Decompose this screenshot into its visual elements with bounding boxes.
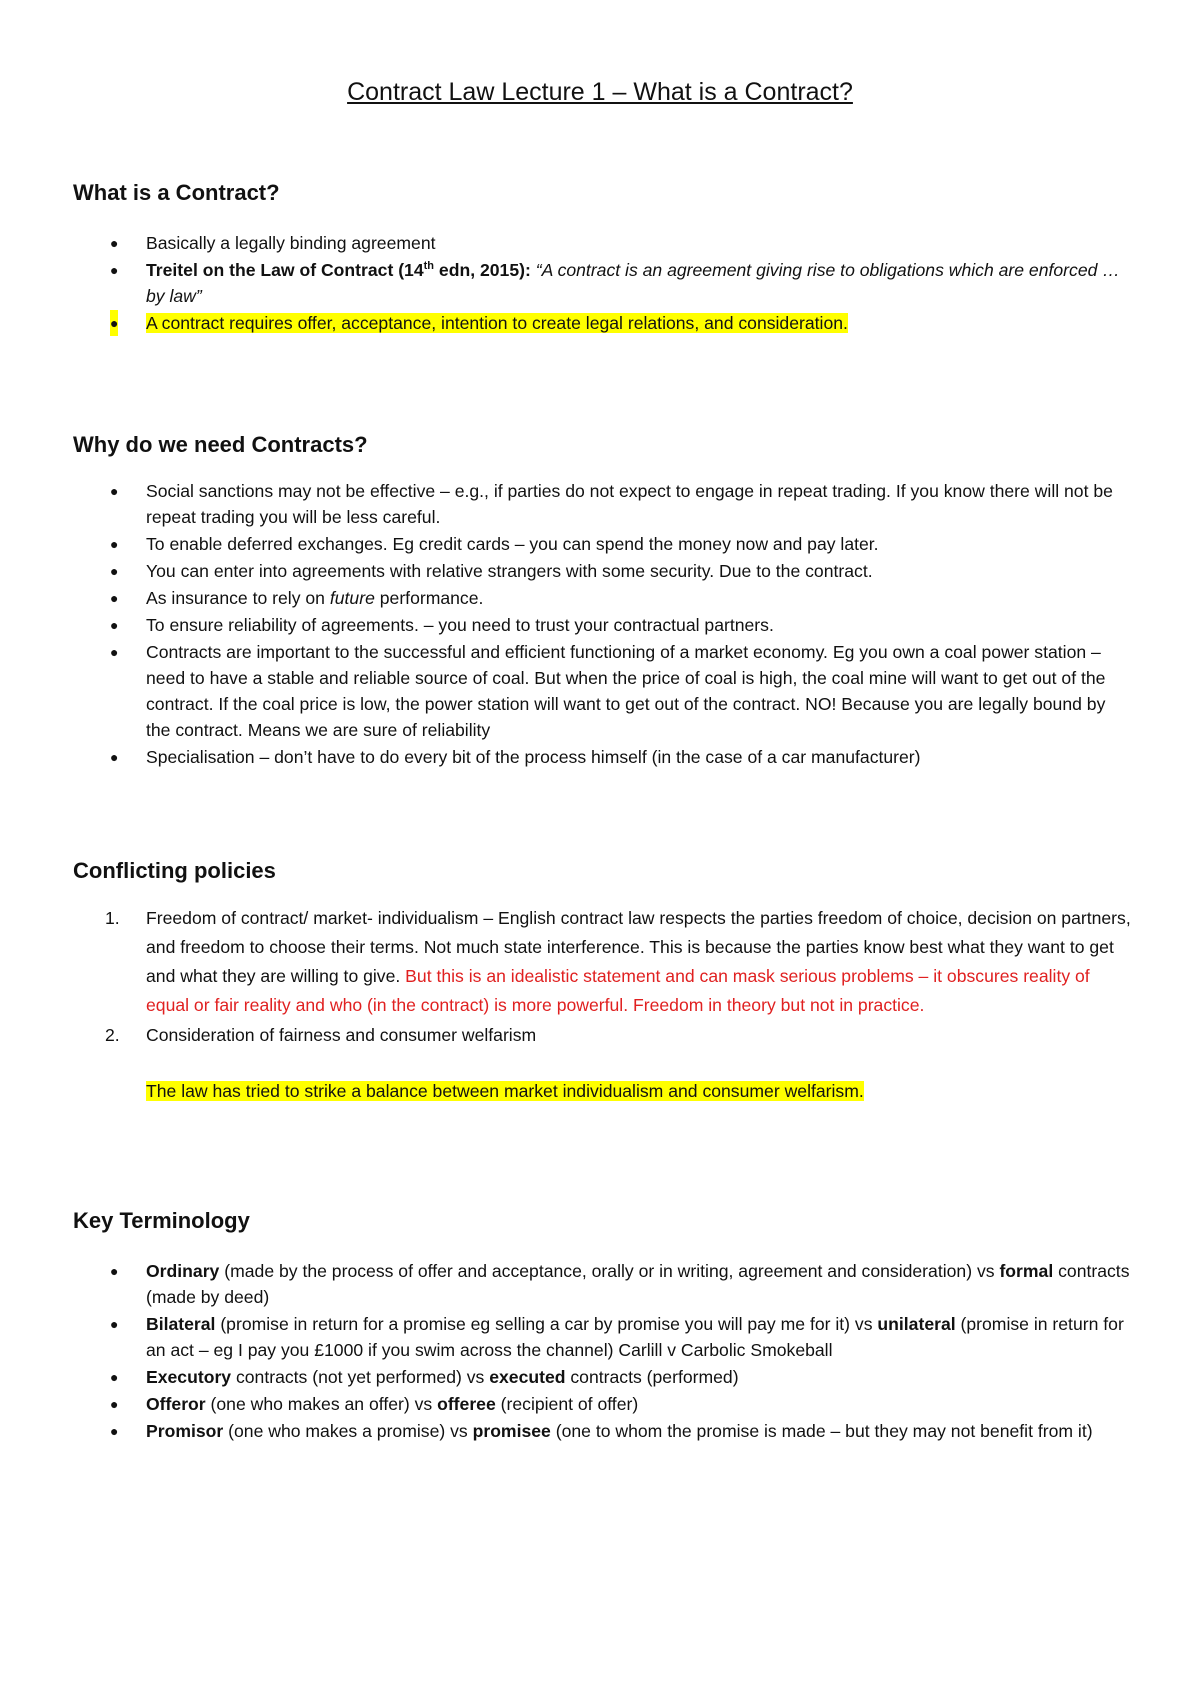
bullet-icon: ● bbox=[110, 749, 119, 765]
list-item: ● Offeror (one who makes an offer) vs offeree (recipient of offer) bbox=[73, 1391, 1133, 1417]
bullet-icon: ● bbox=[110, 1316, 119, 1332]
list-item: ● Treitel on the Law of Contract (14th edn, 2015): “A contract is an agreement giving rise to obligations which are enforced … by law” bbox=[73, 257, 1133, 309]
note-paragraph bbox=[73, 1078, 1133, 1104]
list-item: ● Ordinary (made by the process of offer and acceptance, orally or in writing, agreement and consideration) vs formal contracts (made by deed) bbox=[73, 1258, 1133, 1310]
list-item-highlighted bbox=[73, 310, 1133, 336]
list-item: ● Social sanctions may not be effective – e.g., if parties do not expect to engage in repeat trading. If you know there will not be repeat trading you will be less careful. bbox=[73, 478, 1133, 530]
quote-text: “A contract is an agreement giving rise to obligations which are enforced … by law” bbox=[146, 260, 1120, 306]
bullet-icon: ● bbox=[110, 310, 118, 336]
bullet-icon: ● bbox=[110, 235, 119, 251]
bullet-icon: ● bbox=[110, 617, 119, 633]
list-item: 1. Freedom of contract/ market- individualism – English contract law respects the parties freedom of choice, decision on partners, and freedom to choose their terms. Not much state interference. This is because the parties know best what they want to get and what they are willing to give. But this is an idealistic statement and can mask serious problems – it obscures reality of equal or fair reality and who (in the contract) is more powerful. Freedom in theory but not in practice. bbox=[73, 904, 1133, 1020]
list-number: 2. bbox=[105, 1025, 120, 1045]
bullet-list bbox=[73, 1258, 1133, 1444]
section-heading: Key Terminology bbox=[73, 1208, 250, 1233]
numbered-list bbox=[73, 904, 1133, 1050]
list-item: 2. Consideration of fairness and consumer welfarism bbox=[73, 1021, 1133, 1050]
list-item: ● Contracts are important to the successful and efficient functioning of a market economy. Eg you own a coal power station – need to have a stable and reliable source of coal. But when the price of coal is high, the coal mine will want to get out of the contract. If the coal price is low, the power station will want to get out of the contract. NO! Because you are legally bound by the contract. Means we are sure of reliability bbox=[73, 639, 1133, 743]
list-item: ● As insurance to rely on future performance. bbox=[73, 585, 1133, 611]
bullet-icon: ● bbox=[110, 536, 119, 552]
highlighted-text: The law has tried to strike a balance between market individualism and consumer welfarism. bbox=[146, 1081, 864, 1101]
bullet-icon: ● bbox=[110, 1423, 119, 1439]
bullet-icon: ● bbox=[110, 1396, 119, 1412]
section-heading: What is a Contract? bbox=[73, 180, 280, 205]
section-heading: Conflicting policies bbox=[73, 858, 276, 883]
bullet-icon: ● bbox=[110, 1263, 119, 1279]
list-item: ● Executory contracts (not yet performed) vs executed contracts (performed) bbox=[73, 1364, 1133, 1390]
section-conflicting-policies bbox=[73, 856, 1133, 1104]
bullet-icon: ● bbox=[110, 644, 119, 660]
bullet-list bbox=[73, 478, 1133, 770]
section-key-terminology bbox=[73, 1206, 1133, 1445]
section-heading: Why do we need Contracts? bbox=[73, 432, 368, 457]
list-item: ● Promisor (one who makes a promise) vs promisee (one to whom the promise is made – but they may not benefit from it) bbox=[73, 1418, 1133, 1444]
list-item: ● To enable deferred exchanges. Eg credit cards – you can spend the money now and pay later. bbox=[73, 531, 1133, 557]
section-why-contracts bbox=[73, 430, 1133, 771]
bullet-icon: ● bbox=[110, 563, 119, 579]
list-item: ● Specialisation – don’t have to do every bit of the process himself (in the case of a car manufacturer) bbox=[73, 744, 1133, 770]
red-remark: But this is an idealistic statement and can mask serious problems – it obscures reality of equal or fair reality and who (in the contract) is more powerful. Freedom in theory but not in practice. bbox=[146, 966, 1090, 1015]
list-item: ● Basically a legally binding agreement bbox=[73, 230, 1133, 256]
section-what-is-contract bbox=[73, 178, 1133, 337]
list-item: ● To ensure reliability of agreements. – you need to trust your contractual partners. bbox=[73, 612, 1133, 638]
bullet-icon: ● bbox=[110, 262, 119, 278]
list-item: ● Bilateral (promise in return for a promise eg selling a car by promise you will pay me for it) vs unilateral (promise in return for an act – eg I pay you £1000 if you swim across the channel) Carlill v Carbolic Smokeball bbox=[73, 1311, 1133, 1363]
highlighted-text: A contract requires offer, acceptance, intention to create legal relations, and consideration. bbox=[146, 313, 848, 333]
document-title: Contract Law Lecture 1 – What is a Contract? bbox=[347, 78, 853, 106]
bullet-icon: ● bbox=[110, 1369, 119, 1385]
list-item: ● You can enter into agreements with relative strangers with some security. Due to the contract. bbox=[73, 558, 1133, 584]
bullet-list bbox=[73, 230, 1133, 336]
bullet-icon: ● bbox=[110, 590, 119, 606]
list-number: 1. bbox=[105, 908, 120, 928]
bullet-icon: ● bbox=[110, 483, 119, 499]
